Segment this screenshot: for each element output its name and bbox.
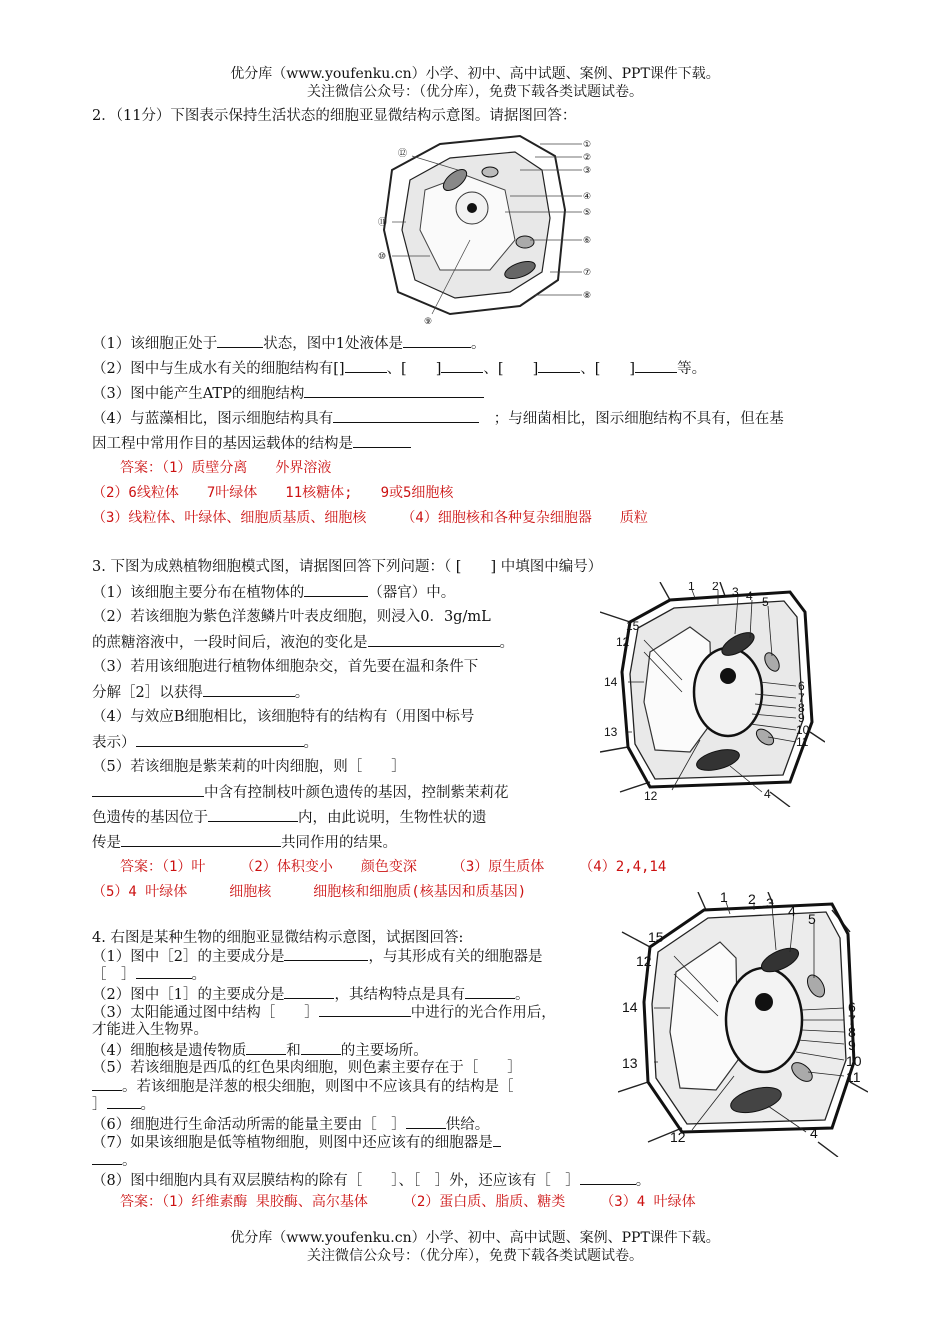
- q3-subq-4-cont: [92, 732, 318, 753]
- q2-fig-label: ②: [583, 152, 592, 162]
- q3-fig-label: 5: [762, 595, 769, 609]
- q4-fig-label: 15: [648, 929, 664, 945]
- q4-s3-text: （3）太阳能通过图中结构［ ］: [92, 1005, 319, 1021]
- q3-fig-label: 13: [604, 725, 618, 739]
- q4-s7-blank2[interactable]: [92, 1150, 122, 1165]
- q2-s2-bracket: ]: [338, 361, 345, 377]
- q4-subq-5: （5）若该细胞是西瓜的红色果肉细胞，则色素主要存在于［ ］: [92, 1060, 522, 1076]
- q3-fig-label: 1: [688, 582, 695, 593]
- q2-answer-1: 答案：（1）质壁分离 外界溶液: [120, 460, 332, 476]
- q3-subq-5-cont3: [92, 832, 397, 853]
- q4-fig-label: 1: [720, 892, 728, 905]
- q3-answer-1: 答案：（1）叶 （2）体积变小 颜色变深 （3）原生质体 （4）2,4,14: [120, 859, 667, 875]
- q2-fig-label: ③: [583, 165, 592, 175]
- q4-nucleus: [726, 968, 802, 1072]
- q3-fig-label: 6: [798, 679, 805, 693]
- q3-subq-2-cont: [92, 632, 514, 653]
- q4-fig-label: 6: [848, 999, 856, 1015]
- q3-fig-label: 11: [796, 735, 809, 749]
- q4-s2-blank2[interactable]: [465, 984, 515, 999]
- q3-s1-text2: （器官）中。: [368, 585, 456, 601]
- q4-s7-text: （7）如果该细胞是低等植物细胞，则图中还应该有的细胞器是: [92, 1135, 493, 1151]
- q4-s1-text2: ，与其形成有关的细胞器是: [368, 949, 543, 965]
- q2-mitochondrion: [482, 167, 498, 177]
- q2-fig-label: ⑥: [583, 235, 592, 245]
- q3-fig-label: 3: [732, 585, 739, 599]
- q3-s3-blank[interactable]: [203, 682, 295, 697]
- q3-answer-2: （5）4 叶绿体 细胞核 细胞核和细胞质(核基因和质基因): [92, 884, 527, 900]
- q3-fig-label: 10: [796, 723, 810, 737]
- q2-s2-text: （2）图中与生成水有关的细胞结构有[: [92, 361, 339, 377]
- q4-s8-text2: 。: [635, 1173, 651, 1189]
- q4-fig-label: 11: [846, 1069, 861, 1085]
- q3-s2-text: 的蔗糖溶液中，一段时间后，液泡的变化是: [92, 635, 368, 651]
- q4-fig-label: 2: [748, 892, 756, 907]
- q4-fig-label: 14: [622, 999, 638, 1015]
- q2-answer-3: （3）线粒体、叶绿体、细胞质基质、细胞核 （4）细胞核和各种复杂细胞器 质粒: [92, 510, 648, 526]
- q4-fig-label: 5: [808, 911, 816, 927]
- q3-s5-text: 中含有控制枝叶颜色遗传的基因，控制紫茉莉花: [204, 785, 509, 801]
- q3-fig-label: 12: [616, 635, 630, 649]
- q3-fig-label: 7: [798, 691, 805, 705]
- q3-s5-blank3[interactable]: [121, 832, 281, 847]
- footer-line-1: 优分库（www.youfenku.cn）小学、初中、高中试题、案例、PPT课件下载。: [230, 1230, 720, 1246]
- q3-s2-text2: 。: [499, 635, 514, 651]
- q2-s1-text2: 状态，图中1处液体是: [263, 336, 403, 352]
- q2-s4-text: （4）与蓝藻相比，图示细胞结构具有: [92, 411, 334, 427]
- q3-s5-text5: 共同作用的结果。: [281, 835, 397, 851]
- q4-s5-text2: ］: [92, 1097, 107, 1113]
- q2-s2-blank[interactable]: [635, 358, 677, 373]
- q3-subq-2: （2）若该细胞为紫色洋葱鳞片叶表皮细胞，则浸入0．3g/mL: [92, 609, 491, 625]
- q4-fig-label: 9: [848, 1037, 856, 1053]
- q4-s5-text3: 。: [140, 1097, 155, 1113]
- q4-s7-blank[interactable]: [493, 1132, 501, 1147]
- q4-fig-label: 10: [846, 1053, 862, 1069]
- q2-s2-bracket: ]: [532, 361, 539, 377]
- q2-s3-blank[interactable]: [304, 383, 484, 398]
- q2-subq-4: [92, 408, 784, 429]
- q3-fig-label: 4: [746, 589, 753, 603]
- q4-fig-label: 7: [848, 1012, 856, 1028]
- q2-s2-sep: 、[: [483, 361, 504, 377]
- footer-line-2: 关注微信公众号：（优分库），免费下载各类试题试卷。: [307, 1248, 643, 1264]
- q3-s4-text2: 。: [303, 735, 318, 751]
- q4-fig-label: 4: [810, 1125, 818, 1141]
- q4-subq-3-cont: 才能进入生物界。: [92, 1022, 208, 1038]
- q4-subq-7-cont: [92, 1150, 137, 1171]
- q2-s2-bracket: ]: [435, 361, 442, 377]
- q4-subq-7: [92, 1132, 501, 1153]
- q4-fig-label: 4: [788, 903, 796, 919]
- q2-s2-blank[interactable]: [441, 358, 483, 373]
- q3-fig-label: 8: [798, 701, 805, 715]
- q4-subq-5-cont: [92, 1076, 514, 1097]
- q3-subq-3-cont: [92, 682, 309, 703]
- q4-answer-1: 答案：（1）纤维素酶 果胶酶、高尔基体 （2）蛋白质、脂质、糖类 （3）4 叶绿体: [120, 1194, 696, 1210]
- q4-s1-blank[interactable]: [284, 946, 368, 961]
- q3-title: 3. 下图为成熟植物细胞模式图，请据图回答下列问题：（ [ ] 中填图中编号）: [92, 559, 603, 575]
- q2-mitochondrion: [516, 236, 534, 248]
- q3-subq-1: [92, 582, 455, 603]
- q3-s1-text: （1）该细胞主要分布在植物体的: [92, 585, 305, 601]
- q4-s4-blank2[interactable]: [301, 1040, 341, 1055]
- q4-s5-text: 。若该细胞是洋葱的根尖细胞，则图中不应该具有的结构是［: [122, 1079, 514, 1095]
- q2-title: 2．（11分）下图表示保持生活状态的细胞亚显微结构示意图。请据图回答：: [92, 108, 577, 124]
- header-line-1: 优分库（www.youfenku.cn）小学、初中、高中试题、案例、PPT课件下载。: [230, 66, 720, 82]
- q4-s8-blank[interactable]: [580, 1170, 636, 1185]
- q3-s3-text: 分解［2］以获得: [92, 685, 203, 701]
- q2-fig-label: ①: [583, 139, 592, 149]
- q3-s5-text3: 内，由此说明，生物性状的遗: [298, 810, 487, 826]
- q2-fig-label: ⑤: [583, 207, 592, 217]
- q4-fig-label: 3: [766, 895, 774, 911]
- q2-s4-text3: 因工程中常用作目的基因运载体的结构是: [92, 436, 353, 452]
- q3-nucleolus: [720, 668, 736, 684]
- q4-s3-text2: 中进行的光合作用后，: [410, 1005, 556, 1021]
- q3-subq-5-cont2: [92, 807, 487, 828]
- q3-subq-3: （3）若用该细胞进行植物体细胞杂交，首先要在温和条件下: [92, 659, 479, 675]
- q2-s4-text2: ；与细菌相比，图示细胞结构不具有，但在基: [493, 411, 784, 427]
- q4-s4-text3: 的主要场所。: [340, 1043, 428, 1059]
- q4-s3-blank[interactable]: [319, 1002, 411, 1017]
- q2-s2-end: 等。: [677, 361, 707, 377]
- q4-cell-diagram: [618, 892, 868, 1157]
- q2-s1-text3: 。: [470, 336, 486, 352]
- q2-s3-text: （3）图中能产生ATP的细胞结构: [92, 386, 305, 402]
- q2-s2-sep: 、[: [386, 361, 407, 377]
- q2-subq-1: [92, 333, 485, 354]
- q3-subq-5-cont: [92, 782, 509, 803]
- q4-s2-text3: 。: [514, 987, 530, 1003]
- q3-fig-label: 4: [764, 787, 771, 801]
- q3-fig-label: 9: [798, 711, 805, 725]
- q4-fig-label: 8: [848, 1024, 856, 1040]
- q3-s5-text2: 色遗传的基因位于: [92, 810, 208, 826]
- q3-s4-blank[interactable]: [136, 732, 304, 747]
- q3-subq-5: （5）若该细胞是紫茉莉的叶肉细胞，则［ ］: [92, 759, 406, 775]
- q3-s5-text4: 传是: [92, 835, 121, 851]
- q4-fig-label: 13: [622, 1055, 638, 1071]
- q3-plant-cell-diagram: [600, 582, 825, 807]
- q2-s4-blank[interactable]: [333, 408, 479, 423]
- q2-fig-label: ⑦: [583, 267, 592, 277]
- q2-subq-4-cont: [92, 433, 411, 454]
- q3-fig-label: 12: [644, 789, 658, 803]
- q4-s2-blank[interactable]: [284, 984, 334, 999]
- q4-s1-text4: 。: [191, 967, 206, 983]
- q4-fig-label: 12: [636, 953, 652, 969]
- q4-s7-text2: 。: [122, 1153, 137, 1169]
- q3-fig-label: 14: [604, 675, 618, 689]
- q4-s6-text: （6）细胞进行生命活动所需的能量主要由［ ］: [92, 1117, 406, 1133]
- q2-answer-2: （2）6线粒体 7叶绿体 11核糖体; 9或5细胞核: [92, 485, 454, 501]
- q4-subq-5-cont2: [92, 1094, 155, 1115]
- q2-subq-3: [92, 383, 484, 404]
- q2-s2-sep: 、[: [580, 361, 601, 377]
- q2-s2-bracket: ]: [629, 361, 636, 377]
- q4-s6-text2: 供给。: [445, 1117, 490, 1133]
- q4-subq-8: [92, 1170, 650, 1191]
- q2-s2-blank[interactable]: [538, 358, 580, 373]
- q4-s2-text: （2）图中［1］的主要成分是: [92, 987, 285, 1003]
- q3-s3-text2: 。: [294, 685, 310, 701]
- q2-s1-blank[interactable]: [217, 333, 263, 348]
- q4-s5-blank2[interactable]: [107, 1094, 141, 1109]
- q4-s5-blank[interactable]: [92, 1076, 122, 1091]
- q3-fig-label: 15: [626, 619, 640, 633]
- q4-s4-blank[interactable]: [246, 1040, 286, 1055]
- q2-fig-label: ④: [583, 191, 592, 201]
- q4-title: 4. 右图是某种生物的细胞亚显微结构示意图，试据图回答:: [92, 930, 464, 946]
- q2-s4-blank2[interactable]: [353, 433, 411, 448]
- q3-s5-blank2[interactable]: [208, 807, 298, 822]
- q2-fig-label: ⑩: [378, 251, 387, 261]
- q3-s2-blank[interactable]: [368, 632, 500, 647]
- q3-nucleus: [694, 648, 762, 736]
- q4-s4-text: （4）细胞核是遗传物质: [92, 1043, 247, 1059]
- q4-s1-text: （1）图中［2］的主要成分是: [92, 949, 285, 965]
- q4-subq-1-cont: [92, 964, 206, 985]
- q3-s4-text: 表示）: [92, 735, 136, 751]
- q2-fig-label: ⑨: [424, 316, 433, 326]
- q4-s8-text: （8）图中细胞内具有双层膜结构的除有［ ］、［ ］外，还应该有［ ］: [92, 1173, 580, 1189]
- q3-s5-blank[interactable]: [92, 782, 204, 797]
- q4-s1-text3: ［ ］: [92, 967, 136, 983]
- q2-nucleolus: [467, 203, 477, 213]
- q4-s4-text2: 和: [286, 1043, 301, 1059]
- q3-fig-label: 2: [712, 582, 719, 593]
- q3-s1-blank[interactable]: [304, 582, 368, 597]
- q2-fig-label: ⑫: [398, 148, 408, 158]
- q2-s2-blank[interactable]: [345, 358, 387, 373]
- q4-s1-blank2[interactable]: [136, 964, 192, 979]
- q2-fig-label: ⑪: [378, 217, 388, 227]
- q2-fig-label: ⑧: [583, 290, 592, 300]
- q4-nucleolus: [755, 993, 773, 1011]
- q2-subq-2: [92, 358, 706, 379]
- q4-s6-blank[interactable]: [406, 1114, 446, 1129]
- q3-subq-4: （4）与效应B细胞相比，该细胞特有的结构有（用图中标号: [92, 709, 475, 725]
- q4-s2-text2: ，其结构特点是具有: [334, 987, 465, 1003]
- header-line-2: 关注微信公众号：（优分库），免费下载各类试题试卷。: [307, 84, 643, 100]
- q2-cell-diagram: [370, 130, 610, 330]
- q2-s1-text: （1）该细胞正处于: [92, 336, 218, 352]
- q4-fig-label: 12: [670, 1129, 686, 1145]
- q2-s1-blank2[interactable]: [403, 333, 471, 348]
